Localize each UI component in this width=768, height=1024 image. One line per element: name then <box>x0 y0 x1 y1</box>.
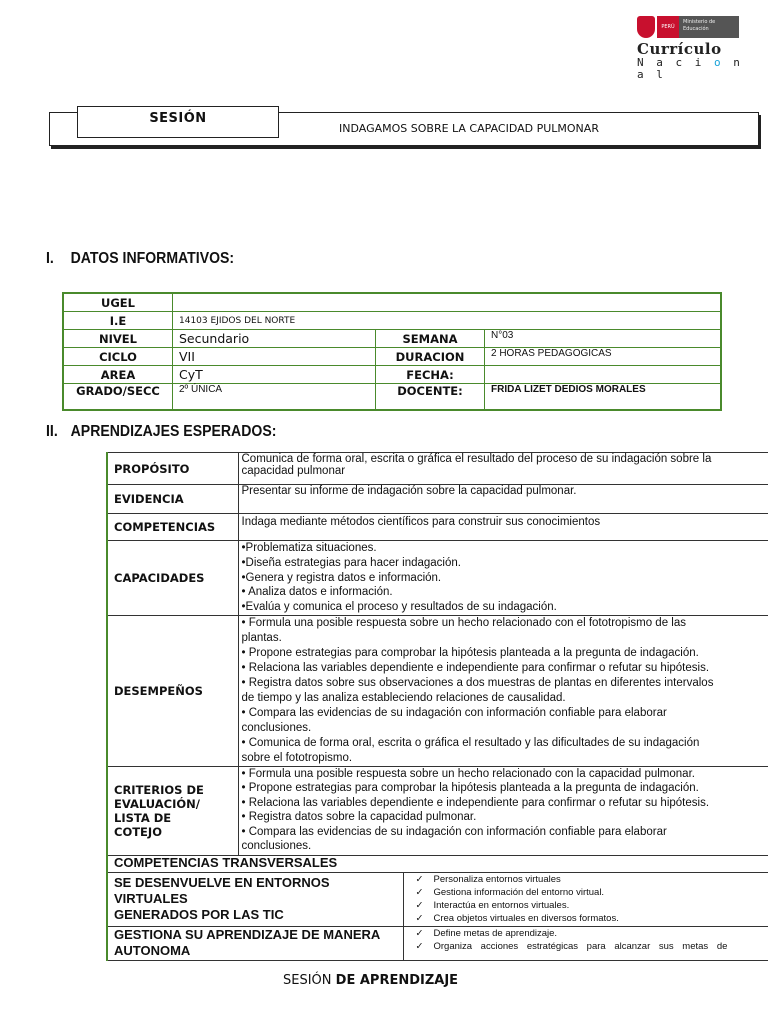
label-line: LISTA DE <box>114 810 172 825</box>
proposito-text <box>238 453 768 485</box>
list-item: conclusiones. <box>241 721 312 734</box>
label-line: SE DESENVUELVE EN ENTORNOS VIRTUALES <box>114 875 330 907</box>
session-tab-label: SESIÓN <box>149 111 207 126</box>
list-item: • Formula una posible respuesta sobre un hecho relacionado con el fototropismo de las <box>241 616 686 629</box>
item-text: Interactúa en entornos virtuales. <box>433 899 570 911</box>
list-item: sobre el fototropismo. <box>241 751 353 764</box>
list-item: •Genera y registra datos e información. <box>241 571 442 584</box>
fecha-value <box>485 366 722 384</box>
table-row <box>63 366 721 384</box>
list-item <box>416 912 768 925</box>
ciclo-value: VII <box>173 348 376 366</box>
section-number: II. <box>46 423 58 440</box>
fecha-label: FECHA: <box>376 366 485 384</box>
text-line: Comunica de forma oral, escrita o gráfica el resultado del proceso de su indagación sobre la <box>241 453 712 465</box>
table-row <box>107 766 768 855</box>
list-item: • Compara las evidencias de su indagación con información confiable para elaborar <box>241 825 667 838</box>
footer-bold: DE APRENDIZAJE <box>335 973 459 988</box>
list-item: • Registra datos sobre sus observaciones a dos muestras de plantas en diferentes intervalos <box>241 676 714 689</box>
proposito-label: PROPÓSITO <box>107 453 238 485</box>
section-heading-datos <box>46 250 234 268</box>
table-row <box>63 348 721 366</box>
session-tab <box>77 106 279 138</box>
tic-label <box>107 872 403 926</box>
check-icon: ✓ <box>415 873 424 885</box>
label-line: COTEJO <box>114 824 162 839</box>
section-number: I. <box>46 250 54 267</box>
list-item <box>416 927 768 940</box>
section-title: APRENDIZAJES ESPERADOS: <box>70 423 277 440</box>
ministerio-label: Ministerio de Educación <box>679 16 739 38</box>
table-row <box>107 926 768 960</box>
semana-value: N°03 <box>485 330 722 348</box>
check-icon: ✓ <box>415 899 424 911</box>
transversales-heading: COMPETENCIAS TRANSVERSALES <box>107 855 768 872</box>
item-text: Crea objetos virtuales en diversos formatos. <box>433 912 619 924</box>
table-row <box>107 485 768 514</box>
gestiona-checklist <box>403 926 768 960</box>
item-text: Gestiona información del entorno virtual. <box>433 886 605 898</box>
item-text: Define metas de aprendizaje. <box>433 927 558 939</box>
ministry-header <box>637 14 747 40</box>
datos-informativos-table <box>62 292 722 411</box>
ciclo-label: CICLO <box>63 348 173 366</box>
table-row <box>107 615 768 766</box>
table-row <box>107 453 768 485</box>
list-item <box>416 899 768 912</box>
label-line: EVALUACIÓN/ <box>114 796 200 811</box>
footer-title <box>283 973 458 988</box>
list-item: •Evalúa y comunica el proceso y resultados de su indagación. <box>241 601 557 614</box>
grado-label: GRADO/SECC <box>63 384 173 410</box>
list-item: • Compara las evidencias de su indagación con información confiable para elaborar <box>241 706 667 719</box>
session-title: INDAGAMOS SOBRE LA CAPACIDAD PULMONAR <box>339 122 599 135</box>
label-line: GESTIONA SU APRENDIZAJE DE MANERA <box>114 927 381 943</box>
tic-checklist <box>403 872 768 926</box>
list-item: • Registra datos sobre la capacidad pulmonar. <box>241 811 477 824</box>
section-heading-aprendizajes <box>46 423 276 441</box>
item-text: Organiza acciones estratégicas para alcanzar sus metas de <box>433 940 728 952</box>
list-item: •Problematiza situaciones. <box>241 542 377 554</box>
table-row <box>63 312 721 330</box>
curriculo-nacional-logo <box>637 14 747 81</box>
semana-label: SEMANA <box>376 330 485 348</box>
list-item: • Propone estrategias para comprobar la hipótesis planteada a la pregunta de indagación. <box>241 782 699 795</box>
list-item: • Analiza datos e información. <box>241 586 393 599</box>
peru-shield-icon <box>637 16 655 38</box>
peru-label: PERÚ <box>657 16 679 38</box>
docente-label: DOCENTE: <box>376 384 485 410</box>
list-item: de tiempo y las analiza estableciendo relaciones de causalidad. <box>241 691 566 704</box>
footer-prefix: SESIÓN <box>283 973 336 988</box>
area-value: CyT <box>173 366 376 384</box>
ugel-value <box>173 293 722 312</box>
table-row <box>107 855 768 872</box>
list-item: • Relaciona las variables dependiente e independiente para confirmar o refutar su hipótesis. <box>241 796 710 809</box>
check-icon: ✓ <box>415 886 424 898</box>
nivel-label: NIVEL <box>63 330 173 348</box>
duracion-value: 2 HORAS PEDAGOGICAS <box>485 348 722 366</box>
docente-value: FRIDA LIZET DEDIOS MORALES <box>485 384 722 410</box>
competencias-text: Indaga mediante métodos científicos para construir sus conocimientos <box>238 514 768 541</box>
check-icon: ✓ <box>415 940 424 952</box>
ie-label: I.E <box>63 312 173 330</box>
check-icon: ✓ <box>415 927 424 939</box>
table-row <box>107 872 768 926</box>
capacidades-label: CAPACIDADES <box>107 541 238 616</box>
grado-value: 2º ÚNICA <box>173 384 376 410</box>
section-title: DATOS INFORMATIVOS: <box>70 250 235 267</box>
list-item <box>416 940 768 953</box>
table-row <box>63 384 721 410</box>
list-item: •Diseña estrategias para hacer indagación. <box>241 556 461 569</box>
session-banner <box>49 106 759 146</box>
nivel-value: Secundario <box>173 330 376 348</box>
list-item <box>416 886 768 899</box>
label-line: AUTONOMA <box>114 943 191 959</box>
desempenos-list <box>238 615 768 766</box>
desempenos-label: DESEMPEÑOS <box>107 615 238 766</box>
list-item: conclusiones. <box>241 840 312 853</box>
list-item: • Relaciona las variables dependiente e independiente para confirmar o refutar su hipótesis. <box>241 661 710 674</box>
list-item: plantas. <box>241 631 282 644</box>
label-line: GENERADOS POR LAS TIC <box>114 907 284 923</box>
table-row <box>107 514 768 541</box>
evidencia-label: EVIDENCIA <box>107 485 238 514</box>
duracion-label: DURACION <box>376 348 485 366</box>
table-row <box>63 330 721 348</box>
check-icon: ✓ <box>415 912 424 924</box>
list-item: • Propone estrategias para comprobar la hipótesis planteada a la pregunta de indagación. <box>241 646 699 659</box>
area-label: AREA <box>63 366 173 384</box>
criterios-list <box>238 766 768 855</box>
aprendizajes-table <box>106 452 768 961</box>
ugel-label: UGEL <box>63 293 173 312</box>
list-item <box>416 873 768 886</box>
table-row <box>63 293 721 312</box>
item-text: Personaliza entornos virtuales <box>433 873 561 885</box>
criterios-label <box>107 766 238 855</box>
logo-line-2: N a c i o n a l <box>637 56 743 81</box>
capacidades-list <box>238 541 768 616</box>
text-line: capacidad pulmonar <box>241 465 346 477</box>
table-row <box>107 541 768 616</box>
logo-line-1: Currículo <box>637 40 722 58</box>
gestiona-label <box>107 926 403 960</box>
evidencia-text: Presentar su informe de indagación sobre la capacidad pulmonar. <box>238 485 768 514</box>
label-line: CRITERIOS DE <box>114 782 204 797</box>
ie-value: 14103 EJIDOS DEL NORTE <box>173 312 722 330</box>
list-item: • Formula una posible respuesta sobre un hecho relacionado con la capacidad pulmonar. <box>241 767 695 780</box>
list-item: • Comunica de forma oral, escrita o gráfica el resultado y las dificultades de su indagación <box>241 736 700 749</box>
competencias-label: COMPETENCIAS <box>107 514 238 541</box>
